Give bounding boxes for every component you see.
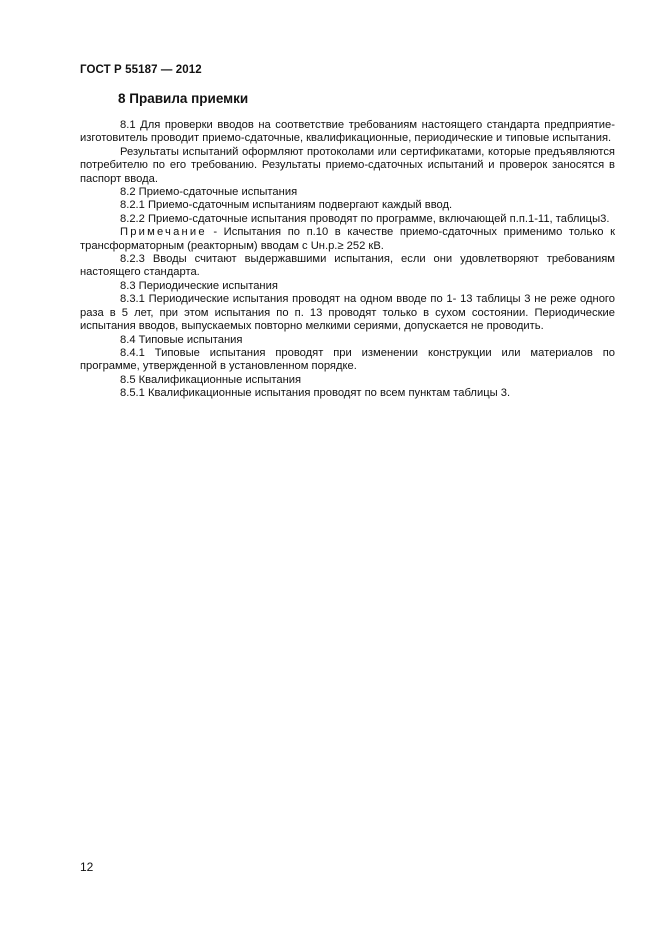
paragraph-8-2-1: 8.2.1 Приемо-сдаточным испытаниям подвергают каждый ввод. (120, 199, 453, 212)
note-text: - Испытания по п.10 в качестве приемо-сдаточных применимо только к трансформаторным (реакторным) вводам с Uн.р.≥ 252 кВ. (80, 226, 615, 252)
note-label: Примечание (120, 226, 207, 239)
paragraph-8-4: 8.4 Типовые испытания (120, 333, 243, 346)
paragraph-8-2-2: 8.2.2 Приемо-сдаточные испытания проводят по программе, включающей п.п.1-11, таблицы3. (120, 212, 610, 225)
paragraph-8-1: 8.1 Для проверки вводов на соответствие требованиям настоящего стандарта предприятие-изготовитель проводит приемо-сдаточные, квалификационные, периодические и типовые испытания. (80, 119, 615, 145)
section-title: 8 Правила приемки (118, 91, 249, 106)
paragraph-8-5-1: 8.5.1 Квалификационные испытания проводят по всем пунктам таблицы 3. (120, 387, 511, 400)
note-paragraph (80, 226, 615, 253)
paragraph-8-2-3: 8.2.3 Вводы считают выдержавшими испытания, если они удовлетворяют требованиям настоящего стандарта. (80, 253, 615, 279)
paragraph-8-4-1: 8.4.1 Типовые испытания проводят при изменении конструкции или материалов по программе, утвержденной в установленном порядке. (80, 346, 615, 373)
page-number: 12 (80, 860, 94, 874)
paragraph-8-3: 8.3 Периодические испытания (120, 279, 278, 292)
paragraph-8-3-1: 8.3.1 Периодические испытания проводят на одном вводе по 1- 13 таблицы 3 не реже одного раза в 5 лет, при этом испытания по п. 13 проводят только в сухом состоянии. Периодические испытания вводов, выпускаемых повторно мелкими сериями, допускается не проводить. (80, 293, 615, 333)
paragraph-8-5: 8.5 Квалификационные испытания (120, 373, 302, 386)
paragraph-results: Результаты испытаний оформляют протоколами или сертификатами, которые предъявляются потребителю по его требованию. Результаты приемо-сдаточных испытаний и проверок заносятся в паспорт ввода. (80, 145, 615, 185)
section-body (80, 119, 615, 401)
document-header: ГОСТ Р 55187 — 2012 (80, 64, 202, 76)
paragraph-8-2: 8.2 Приемо-сдаточные испытания (120, 186, 298, 199)
